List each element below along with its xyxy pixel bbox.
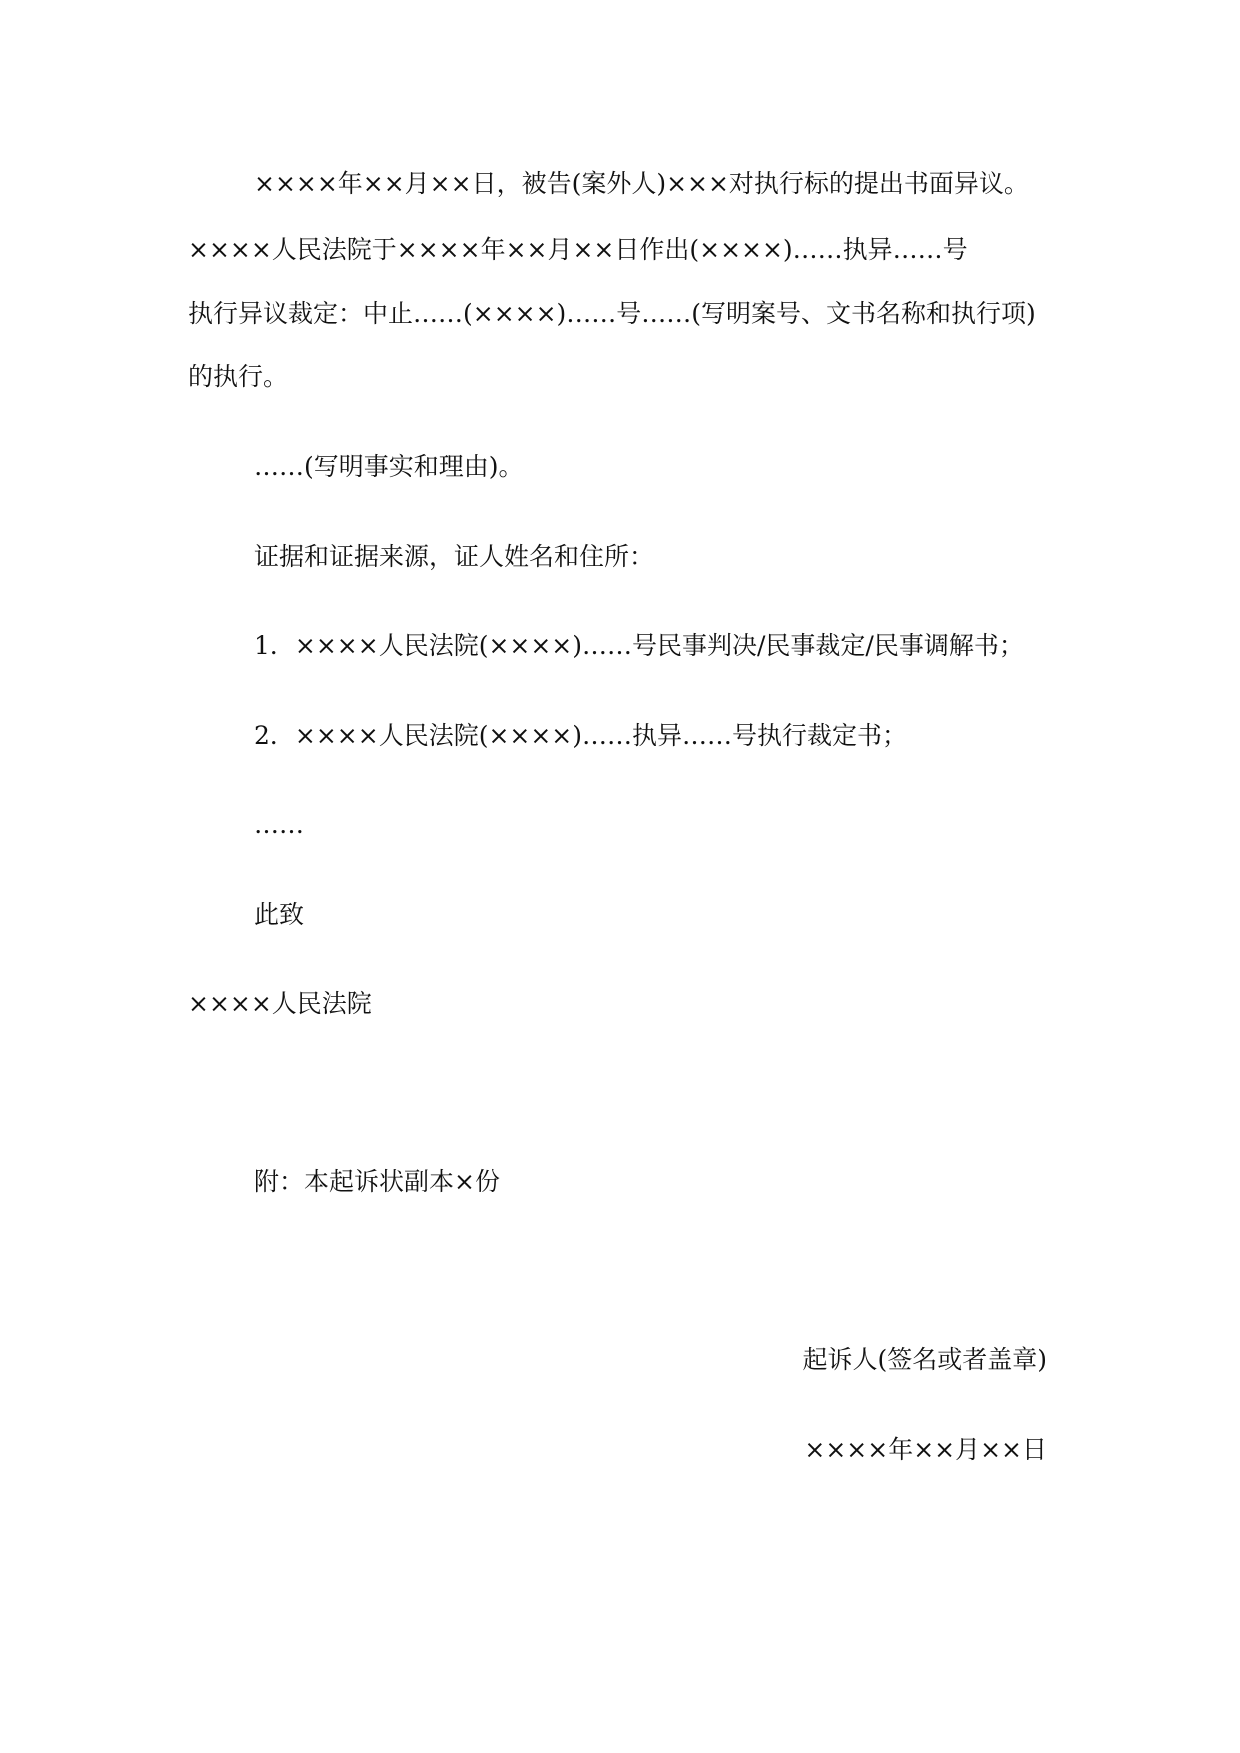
attachment-note: 附：本起诉状副本×份: [254, 1167, 500, 1196]
objection-paragraph-line-4: 的执行。: [188, 362, 289, 391]
evidence-item-2: 2．××××人民法院(××××)……执异……号执行裁定书；: [254, 721, 907, 750]
plaintiff-signature: 起诉人(签名或者盖章): [802, 1345, 1047, 1374]
evidence-more: ……: [254, 810, 304, 839]
evidence-item-1: 1．××××人民法院(××××)……号民事判决/民事裁定/民事调解书；: [254, 631, 1024, 660]
facts-and-reasons: ……(写明事实和理由)。: [254, 452, 524, 481]
objection-paragraph-line-1: ××××年××月××日，被告(案外人)×××对执行标的提出书面异议。: [254, 169, 1029, 198]
objection-paragraph-line-3: 执行异议裁定：中止……(××××)……号……(写明案号、文书名称和执行项): [188, 299, 1036, 328]
evidence-heading: 证据和证据来源，证人姓名和住所：: [254, 542, 655, 571]
objection-paragraph-line-2: ××××人民法院于××××年××月××日作出(××××)……执异……号: [188, 235, 968, 264]
salutation: 此致: [254, 900, 305, 929]
signature-date: ××××年××月××日: [804, 1435, 1047, 1464]
court-name: ××××人民法院: [188, 989, 372, 1018]
